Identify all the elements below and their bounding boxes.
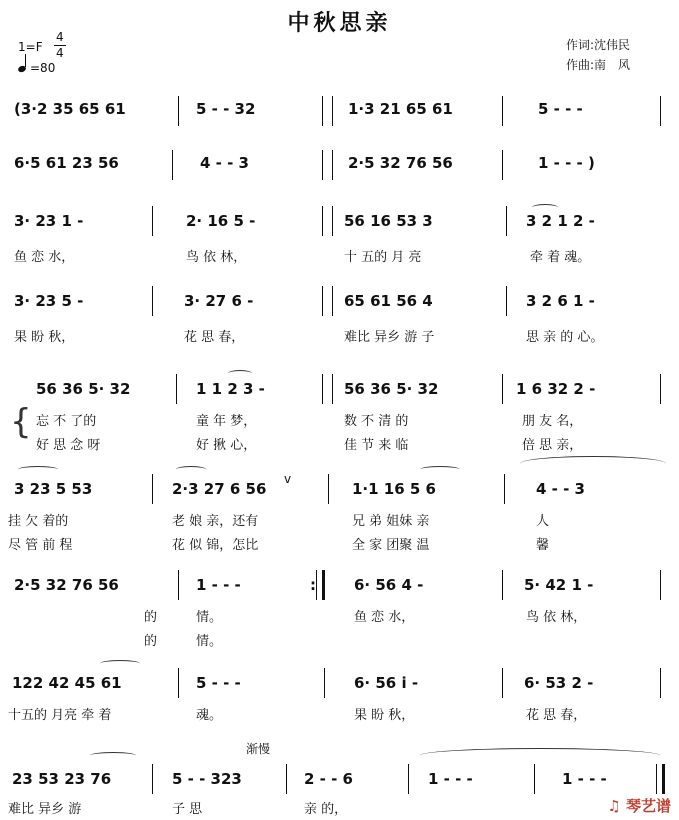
line7-measure3: 6· 56 4 - [354, 576, 424, 594]
repeat-end-barline [322, 570, 325, 600]
line6-measure4: 4 - - 3 [536, 480, 585, 498]
tie [420, 748, 660, 763]
line9-measure3: 2 - - 6 [304, 770, 353, 788]
line4-measure2: 3· 27 6 - [184, 292, 254, 310]
barline [316, 570, 317, 600]
slur [420, 466, 460, 473]
barline [152, 286, 153, 316]
line5-lyric3-verse1: 数 不 清 的 [344, 414, 409, 429]
line9-measure4: 1 - - - [428, 770, 473, 788]
line5-lyric1-verse2: 好 思 念 呀 [36, 438, 101, 453]
barline [408, 764, 409, 794]
tempo-change-marking: 渐慢 [246, 742, 271, 756]
line6-lyric3-verse2: 全 家 团聚 温 [352, 538, 430, 553]
barline [332, 374, 333, 404]
barline [286, 764, 287, 794]
line6-measure3: 1·1 16 5 6 [352, 480, 436, 498]
barline [332, 206, 333, 236]
line1-measure3: 1·3 21 65 61 [348, 100, 453, 118]
line1-measure4: 5 - - - [538, 100, 583, 118]
slur [18, 466, 58, 473]
barline [152, 474, 153, 504]
line7-measure1: 2·5 32 76 56 [14, 576, 119, 594]
barline [660, 96, 661, 126]
lyricist-credit: 作词:沈伟民 [566, 38, 631, 52]
breath-mark: v [284, 472, 292, 486]
line5-lyric4-verse1: 朋 友 名， [522, 414, 583, 429]
barline [502, 570, 503, 600]
line8-lyric3: 果 盼 秋， [354, 708, 415, 723]
line4-measure4: 3 2 6 1 - [526, 292, 595, 310]
line7-measure4: 5· 42 1 - [524, 576, 594, 594]
line4-lyric2: 花 思 春， [184, 330, 245, 345]
line6-lyric4-verse1: 人 [536, 514, 550, 529]
barline [332, 96, 333, 126]
barline [502, 96, 503, 126]
watermark-icon: ♫ [607, 797, 626, 815]
line7-measure2: 1 - - - [196, 576, 241, 594]
line3-lyric2: 鸟 依 林， [186, 250, 247, 265]
line8-lyric4: 花 思 春， [526, 708, 587, 723]
slur [532, 204, 558, 211]
barline [328, 474, 329, 504]
line4-lyric3: 难比 异乡 游 子 [344, 330, 435, 345]
barline [332, 150, 333, 180]
line6-lyric4-verse2: 馨 [536, 538, 550, 553]
line9-measure2: 5 - - 323 [172, 770, 242, 788]
time-signature-top: 4 [56, 30, 64, 44]
line8-measure4: 6· 53 2 - [524, 674, 594, 692]
line5-lyric3-verse2: 佳 节 来 临 [344, 438, 409, 453]
line8-measure2: 5 - - - [196, 674, 241, 692]
line3-measure3: 56 16 53 3 [344, 212, 433, 230]
line3-lyric4: 牵 着 魂。 [530, 250, 591, 265]
line6-lyric3-verse1: 兄 弟 姐妹 亲 [352, 514, 430, 529]
barline [660, 570, 661, 600]
barline [152, 206, 153, 236]
line6-lyric2-verse1: 老 娘 亲，还有 [172, 514, 259, 529]
barline [322, 96, 323, 126]
line5-measure3: 56 36 5· 32 [344, 380, 439, 398]
barline [322, 150, 323, 180]
barline [534, 764, 535, 794]
line7-lyric2-verse2: 情。 [196, 634, 223, 649]
line6-measure2: 2·3 27 6 56 [172, 480, 267, 498]
quarter-note-stem [25, 54, 26, 67]
barline [324, 668, 325, 698]
song-title: 中秋思亲 [287, 11, 392, 36]
barline [178, 668, 179, 698]
barline [176, 374, 177, 404]
line5-lyric2-verse2: 好 揪 心， [196, 438, 257, 453]
line3-lyric1: 鱼 恋 水， [14, 250, 75, 265]
line6-measure1: 3 23 5 53 [14, 480, 93, 498]
barline [178, 570, 179, 600]
line5-measure4: 1 6 32 2 - [516, 380, 596, 398]
line7-lyric2-verse1: 情。 [196, 610, 223, 625]
line5-lyric1-verse1: 忘 不 了的 [36, 414, 97, 429]
line1-measure1: (3·2 35 65 61 [14, 100, 126, 118]
line3-measure1: 3· 23 1 - [14, 212, 84, 230]
watermark-logo [607, 795, 671, 816]
barline [152, 764, 153, 794]
verse-brace: { [10, 402, 32, 442]
barline [322, 206, 323, 236]
barline [504, 474, 505, 504]
line2-measure1: 6·5 61 23 56 [14, 154, 119, 172]
line9-lyric2: 子 思 [172, 802, 203, 817]
line6-lyric2-verse2: 花 似 锦，怎比 [172, 538, 259, 553]
line8-lyric1: 十五的 月亮 牵 着 [8, 708, 112, 723]
line7-lyric4-verse1: 鸟 依 林， [526, 610, 587, 625]
barline [322, 286, 323, 316]
barline [178, 96, 179, 126]
line7-lyric1-verse2: 的 [144, 634, 158, 649]
watermark-text: 琴艺谱 [625, 797, 671, 815]
barline [506, 206, 507, 236]
barline [502, 150, 503, 180]
line5-measure1: 56 36 5· 32 [36, 380, 131, 398]
final-barline-thin [656, 764, 657, 794]
composer-credit: 作曲:南 风 [566, 58, 631, 72]
line7-lyric1-verse1: 的 [144, 610, 158, 625]
slur [228, 370, 252, 377]
barline [660, 374, 661, 404]
line8-measure3: 6· 56 i - [354, 674, 419, 692]
line9-lyric3: 亲 的， [304, 802, 348, 817]
final-barline-thick [662, 764, 665, 794]
tempo-marking: =80 [30, 61, 56, 75]
line4-measure1: 3· 23 5 - [14, 292, 84, 310]
barline [172, 150, 173, 180]
line5-lyric2-verse1: 童 年 梦， [196, 414, 257, 429]
tie [520, 456, 666, 471]
line4-lyric4: 思 亲 的 心。 [526, 330, 604, 345]
line7-lyric3-verse1: 鱼 恋 水， [354, 610, 415, 625]
line5-lyric4-verse2: 倍 思 亲， [522, 438, 583, 453]
key-signature: 1=F [18, 40, 43, 54]
line3-measure2: 2· 16 5 - [186, 212, 256, 230]
time-signature-bottom: 4 [56, 46, 64, 60]
barline [506, 286, 507, 316]
line6-lyric1-verse2: 尽 管 前 程 [8, 538, 73, 553]
line8-lyric2: 魂。 [196, 708, 223, 723]
line4-lyric1: 果 盼 秋， [14, 330, 75, 345]
barline [502, 668, 503, 698]
slur [176, 466, 206, 473]
line9-lyric1: 难比 异乡 游 [8, 802, 82, 817]
line9-measure5: 1 - - - [562, 770, 607, 788]
line9-measure1: 23 53 23 76 [12, 770, 112, 788]
line3-lyric3: 十 五的 月 亮 [344, 250, 422, 265]
line2-measure2: 4 - - 3 [200, 154, 249, 172]
line2-measure4: 1 - - - ) [538, 154, 595, 172]
barline [332, 286, 333, 316]
barline [322, 374, 323, 404]
slur [100, 660, 140, 667]
line1-measure2: 5 - - 32 [196, 100, 256, 118]
line6-lyric1-verse1: 挂 欠 着的 [8, 514, 69, 529]
line5-measure2: 1 1 2 3 - [196, 380, 265, 398]
barline [502, 374, 503, 404]
barline [660, 668, 661, 698]
line4-measure3: 65 61 56 4 [344, 292, 433, 310]
slur [90, 752, 136, 759]
line8-measure1: 122 42 45 61 [12, 674, 122, 692]
repeat-dots: : [310, 576, 316, 594]
line3-measure4: 3 2 1 2 - [526, 212, 595, 230]
line2-measure3: 2·5 32 76 56 [348, 154, 453, 172]
